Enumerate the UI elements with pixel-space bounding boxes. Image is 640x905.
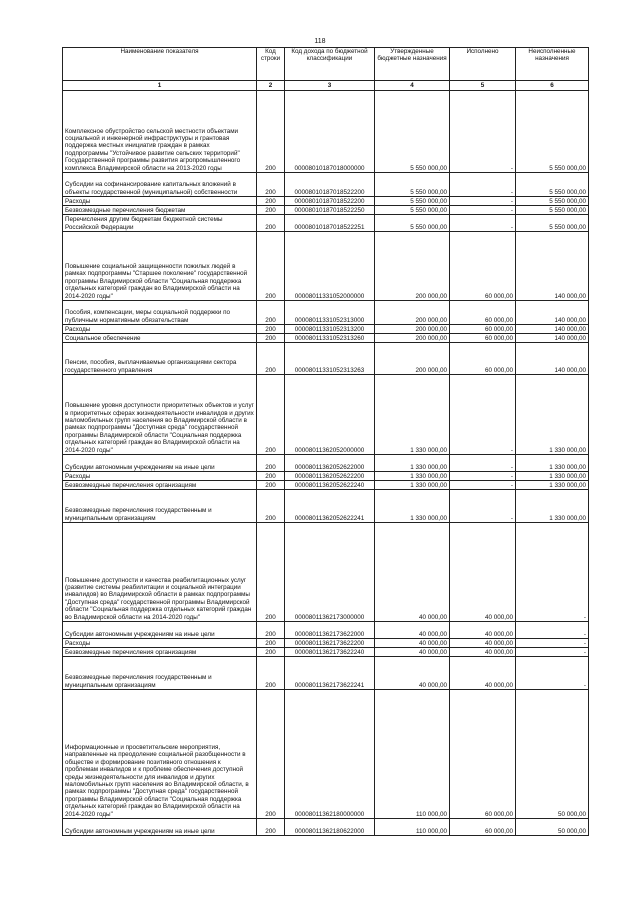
row-code: 200 <box>257 648 285 657</box>
table-row <box>63 523 589 622</box>
row-name: Субсидии на софинансирование капитальных вложений в объекты государственной (муниципальной) собственности <box>63 173 257 197</box>
table-row <box>63 343 589 375</box>
row-name: Расходы <box>63 472 257 481</box>
row-approved: 110 000,00 <box>375 690 450 819</box>
row-left: 5 550 000,00 <box>516 215 589 232</box>
row-approved: 200 000,00 <box>375 301 450 325</box>
table-row <box>63 215 589 232</box>
row-left: 1 330 000,00 <box>516 455 589 472</box>
row-done: 60 000,00 <box>450 690 516 819</box>
row-approved: 1 330 000,00 <box>375 481 450 490</box>
row-left: 140 000,00 <box>516 232 589 301</box>
row-code: 200 <box>257 472 285 481</box>
row-name: Расходы <box>63 639 257 648</box>
row-name: Безвозмездные перечисления организациям <box>63 648 257 657</box>
row-kbk: 00008011362052622240 <box>285 481 375 490</box>
row-done: - <box>450 206 516 215</box>
row-left: 1 330 000,00 <box>516 490 589 523</box>
row-approved: 40 000,00 <box>375 639 450 648</box>
table-row <box>63 639 589 648</box>
row-name: Субсидии автономным учреждениям на иные цели <box>63 622 257 639</box>
row-done: - <box>450 375 516 455</box>
row-done: 60 000,00 <box>450 819 516 836</box>
row-kbk: 00008011331052313260 <box>285 334 375 343</box>
row-left: 5 550 000,00 <box>516 173 589 197</box>
row-approved: 200 000,00 <box>375 343 450 375</box>
row-kbk: 00008011331052313000 <box>285 301 375 325</box>
row-left: 1 330 000,00 <box>516 472 589 481</box>
row-approved: 110 000,00 <box>375 819 450 836</box>
row-code: 200 <box>257 343 285 375</box>
col-index: 3 <box>285 81 375 91</box>
row-done: - <box>450 490 516 523</box>
row-code: 200 <box>257 523 285 622</box>
row-name: Повышение социальной защищенности пожилых людей в рамках подпрограммы "Старшее поколение" государственной программы Владимирской области "Социальная поддержка отдельных категорий граждан во Владимирской области на 2014-2020 годы" <box>63 232 257 301</box>
row-approved: 200 000,00 <box>375 334 450 343</box>
row-kbk: 00008010187018522250 <box>285 206 375 215</box>
table-row <box>63 455 589 472</box>
row-name: Расходы <box>63 325 257 334</box>
row-name: Пособия, компенсации, меры социальной поддержки по публичным нормативным обязательствам <box>63 301 257 325</box>
row-code: 200 <box>257 173 285 197</box>
row-left: - <box>516 657 589 690</box>
column-index-row <box>63 81 589 91</box>
row-done: - <box>450 481 516 490</box>
row-kbk: 00008010187018000000 <box>285 91 375 173</box>
row-kbk: 00008011331052313263 <box>285 343 375 375</box>
row-approved: 1 330 000,00 <box>375 472 450 481</box>
row-code: 200 <box>257 639 285 648</box>
row-left: 50 000,00 <box>516 819 589 836</box>
row-done: 60 000,00 <box>450 334 516 343</box>
row-kbk: 00008011362180622000 <box>285 819 375 836</box>
row-done: - <box>450 455 516 472</box>
row-name: Пенсии, пособия, выплачиваемые организациями сектора государственного управления <box>63 343 257 375</box>
table-row <box>63 490 589 523</box>
col-index: 1 <box>63 81 257 91</box>
col-index: 2 <box>257 81 285 91</box>
row-kbk: 00008011362052000000 <box>285 375 375 455</box>
table-row <box>63 375 589 455</box>
row-kbk: 00008011362052622241 <box>285 490 375 523</box>
table-row <box>63 334 589 343</box>
table-row <box>63 481 589 490</box>
row-left: - <box>516 622 589 639</box>
page-number: 118 <box>314 38 326 45</box>
row-code: 200 <box>257 455 285 472</box>
row-approved: 1 330 000,00 <box>375 375 450 455</box>
row-name: Повышение уровня доступности приоритетных объектов и услуг в приоритетных сферах жизнедеятельности инвалидов и других маломобильных групп населения во Владимирской области в рамках подпрограммы "Доступная среда" государственной программы Владимирской области "Социальная поддержка отдельных категорий граждан во Владимирской области на 2014-2020 годы" <box>63 375 257 455</box>
row-approved: 40 000,00 <box>375 523 450 622</box>
table-row <box>63 325 589 334</box>
header-approved: Утвержденные бюджетные назначения <box>375 48 450 81</box>
row-done: 60 000,00 <box>450 232 516 301</box>
row-done: 40 000,00 <box>450 523 516 622</box>
row-done: 60 000,00 <box>450 301 516 325</box>
row-approved: 1 330 000,00 <box>375 455 450 472</box>
col-index: 6 <box>516 81 589 91</box>
row-kbk: 00008011331052313200 <box>285 325 375 334</box>
row-approved: 5 550 000,00 <box>375 173 450 197</box>
row-left: 1 330 000,00 <box>516 375 589 455</box>
row-left: - <box>516 639 589 648</box>
row-code: 200 <box>257 215 285 232</box>
row-approved: 40 000,00 <box>375 657 450 690</box>
row-kbk: 00008011362173622241 <box>285 657 375 690</box>
row-code: 200 <box>257 91 285 173</box>
row-left: 140 000,00 <box>516 343 589 375</box>
row-name: Информационные и просветительские мероприятия, направленные на преодоление социальной разобщенности в обществе и формирование позитивного отношения к проблемам инвалидов и к проблеме обеспечения доступной среды жизнедеятельности для инвалидов и других маломобильных групп населения во Владимирской области, в рамках подпрограммы "Доступная среда" государственной программы Владимирской области "Социальная поддержка отдельных категорий граждан во Владимирской области на 2014-2020 годы" <box>63 690 257 819</box>
table-row <box>63 622 589 639</box>
row-left: 5 550 000,00 <box>516 206 589 215</box>
row-done: 40 000,00 <box>450 657 516 690</box>
row-kbk: 00008010187018522200 <box>285 173 375 197</box>
row-name: Расходы <box>63 197 257 206</box>
header-row <box>63 48 589 81</box>
row-code: 200 <box>257 375 285 455</box>
table-row <box>63 173 589 197</box>
row-left: 140 000,00 <box>516 301 589 325</box>
row-name: Безвозмездные перечисления бюджетам <box>63 206 257 215</box>
row-code: 200 <box>257 819 285 836</box>
row-left: 140 000,00 <box>516 334 589 343</box>
header-name: Наименование показателя <box>63 48 257 81</box>
row-name: Социальное обеспечение <box>63 334 257 343</box>
row-done: - <box>450 173 516 197</box>
row-approved: 1 330 000,00 <box>375 490 450 523</box>
row-code: 200 <box>257 232 285 301</box>
row-kbk: 00008011362173622240 <box>285 648 375 657</box>
row-code: 200 <box>257 301 285 325</box>
row-kbk: 00008010187018522200 <box>285 197 375 206</box>
row-done: 40 000,00 <box>450 639 516 648</box>
row-kbk: 00008011362173622000 <box>285 622 375 639</box>
header-done: Исполнено <box>450 48 516 81</box>
row-approved: 5 550 000,00 <box>375 91 450 173</box>
row-name: Безвозмездные перечисления организациям <box>63 481 257 490</box>
table-row <box>63 648 589 657</box>
row-approved: 5 550 000,00 <box>375 197 450 206</box>
row-approved: 5 550 000,00 <box>375 215 450 232</box>
row-code: 200 <box>257 622 285 639</box>
row-kbk: 00008011362052622000 <box>285 455 375 472</box>
table-row <box>63 819 589 836</box>
row-approved: 5 550 000,00 <box>375 206 450 215</box>
row-name: Повышение доступности и качества реабилитационных услуг (развитие системы реабилитации и социальной интеграции инвалидов) во Владимирской области в рамках подпрограммы "Доступная среда" государственной программы Владимирской области "Социальная поддержка отдельных категорий граждан во Владимирской области на 2014-2020 годы" <box>63 523 257 622</box>
header-kbk: Код дохода по бюджетной классификации <box>285 48 375 81</box>
row-approved: 40 000,00 <box>375 622 450 639</box>
row-code: 200 <box>257 481 285 490</box>
table-row <box>63 301 589 325</box>
row-code: 200 <box>257 690 285 819</box>
row-left: 1 330 000,00 <box>516 481 589 490</box>
row-left: - <box>516 523 589 622</box>
table-row <box>63 472 589 481</box>
row-done: 60 000,00 <box>450 325 516 334</box>
row-approved: 200 000,00 <box>375 325 450 334</box>
row-done: - <box>450 91 516 173</box>
row-code: 200 <box>257 490 285 523</box>
row-done: - <box>450 197 516 206</box>
row-name: Безвозмездные перечисления государственным и муниципальным организациям <box>63 490 257 523</box>
col-index: 4 <box>375 81 450 91</box>
table-row <box>63 206 589 215</box>
row-name: Безвозмездные перечисления государственным и муниципальным организациям <box>63 657 257 690</box>
row-approved: 200 000,00 <box>375 232 450 301</box>
row-done: - <box>450 215 516 232</box>
row-name: Субсидии автономным учреждениям на иные цели <box>63 455 257 472</box>
row-left: 5 550 000,00 <box>516 197 589 206</box>
row-code: 200 <box>257 325 285 334</box>
row-done: 40 000,00 <box>450 622 516 639</box>
header-code: Код строки <box>257 48 285 81</box>
row-code: 200 <box>257 197 285 206</box>
row-approved: 40 000,00 <box>375 648 450 657</box>
row-kbk: 00008011362173622200 <box>285 639 375 648</box>
table-row <box>63 197 589 206</box>
row-kbk: 00008010187018522251 <box>285 215 375 232</box>
header-left: Неисполненные назначения <box>516 48 589 81</box>
row-done: 60 000,00 <box>450 343 516 375</box>
table-row <box>63 232 589 301</box>
table-row <box>63 91 589 173</box>
row-code: 200 <box>257 206 285 215</box>
row-kbk: 00008011362052622200 <box>285 472 375 481</box>
row-kbk: 00008011362173000000 <box>285 523 375 622</box>
table-row <box>63 690 589 819</box>
row-done: 40 000,00 <box>450 648 516 657</box>
row-code: 200 <box>257 657 285 690</box>
row-code: 200 <box>257 334 285 343</box>
row-name: Перечисления другим бюджетам бюджетной системы Российской Федерации <box>63 215 257 232</box>
row-left: 50 000,00 <box>516 690 589 819</box>
row-name: Комплексное обустройство сельской местности объектами социальной и инженерной инфраструктуры и грантовая поддержка местных инициатив граждан в рамках подпрограммы "Устойчивое развитие сельских территорий" Государственной программы развития агропромышленного комплекса Владимирской области на 2013-2020 годы <box>63 91 257 173</box>
col-index: 5 <box>450 81 516 91</box>
row-kbk: 00008011331052000000 <box>285 232 375 301</box>
row-done: - <box>450 472 516 481</box>
row-left: 5 550 000,00 <box>516 91 589 173</box>
budget-table <box>62 47 589 836</box>
row-name: Субсидии автономным учреждениям на иные цели <box>63 819 257 836</box>
table-row <box>63 657 589 690</box>
row-left: - <box>516 648 589 657</box>
row-kbk: 00008011362180000000 <box>285 690 375 819</box>
row-left: 140 000,00 <box>516 325 589 334</box>
